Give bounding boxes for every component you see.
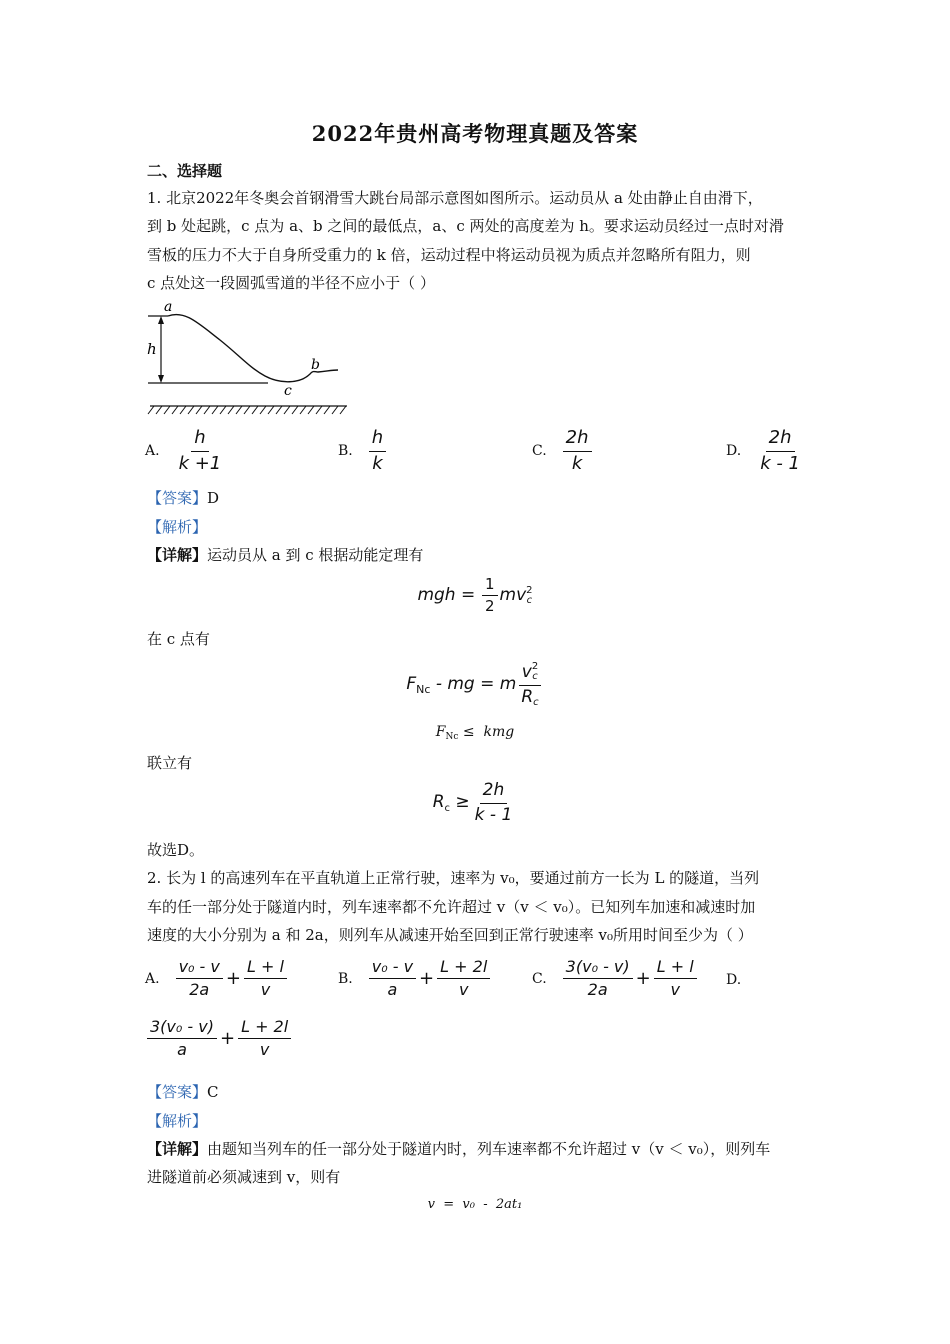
eq-sup: 2	[526, 584, 533, 596]
q1-analysis-tag: 【解析】	[147, 518, 208, 536]
section-heading: 二、选择题	[147, 162, 223, 180]
figure-label-b: b	[311, 357, 320, 373]
q2-option-c: C. $\frac{\text{3(v₀ - v)}}{2a}$ + $\frac{L + l}{v}$	[532, 958, 699, 1000]
q1-line-2: 到 b 处起跳，c 点为 a、b 之间的最低点，a、c 两处的高度差为 h。要求运动员经过一点时对滑	[147, 217, 784, 235]
q1-at-c: 在 c 点有	[147, 630, 210, 648]
detail-tag: 【详解】	[147, 1140, 208, 1158]
option-label: D.	[726, 972, 742, 988]
answer-tag: 【答案】	[147, 1083, 208, 1101]
option-label: C.	[532, 970, 547, 987]
option-num-2: L + l	[654, 958, 697, 979]
detail-tag: 【详解】	[147, 546, 208, 564]
q1-combine: 联立有	[147, 754, 193, 772]
q1-equation-4	[0, 781, 950, 825]
eq3-rest: ≤ kmg	[458, 724, 515, 740]
q1-detail	[147, 544, 423, 565]
option-denominator: k - 1	[760, 452, 801, 474]
q1-equation-3	[0, 724, 950, 742]
option-num-2: L + 2l	[238, 1018, 291, 1039]
eq4-op: ≥	[450, 792, 470, 813]
q1-equation-2	[0, 662, 950, 708]
eq-mid: - mg = m	[430, 674, 517, 695]
q2-line-2: 车的任一部分处于隧道内时，列车速率都不允许超过 v（v ＜ v₀）。已知列车加速和减速时加	[147, 898, 756, 916]
eq-num-v: v	[521, 662, 532, 682]
option-num-1: v₀ - v	[369, 958, 416, 979]
option-num-1: 3(v₀ - v)	[147, 1018, 217, 1039]
option-den-1: 2a	[189, 980, 210, 1000]
figure-label-h: h	[147, 340, 157, 358]
option-num-2: L + l	[244, 958, 287, 979]
q2-option-a: A. $\frac{\text{v₀ - v}}{2a}$ + $\frac{L + l}{v}$	[145, 958, 289, 1000]
q2-detail-2: 进隧道前必须减速到 v，则有	[147, 1168, 341, 1186]
option-den-2: v	[259, 1040, 270, 1060]
eq-den-sub: c	[533, 696, 539, 708]
option-den-1: a	[387, 980, 398, 1000]
eq4-num: 2h	[480, 781, 508, 804]
q1-answer	[147, 487, 219, 508]
option-num-1: 3(v₀ - v)	[563, 958, 633, 979]
option-label: A.	[145, 970, 160, 987]
option-label: B.	[338, 970, 353, 987]
detail-text: 运动员从 a 到 c 根据动能定理有	[207, 546, 424, 564]
eq-sub: c	[526, 594, 533, 606]
eq4-R-sub: c	[444, 803, 451, 815]
option-den-2: v	[670, 980, 680, 1000]
option-numerator: 2h	[766, 428, 795, 452]
eq-left: mgh =	[417, 584, 476, 605]
option-label: D.	[726, 443, 742, 460]
eq-den-R: R	[521, 686, 534, 707]
option-numerator: h	[191, 428, 208, 452]
q2-option-d-label	[726, 972, 755, 988]
q2-line-1: 2. 长为 l 的高速列车在平直轨道上正常行驶，速率为 v₀，要通过前方一长为 L 的隧道，当列	[147, 869, 760, 887]
option-den-2: v	[458, 980, 469, 1000]
q1-line-3: 雪板的压力不大于自身所受重力的 k 倍，运动过程中将运动员视为质点并忽略所有阻力，则	[147, 246, 751, 264]
eq-F-sub: Nc	[416, 683, 431, 697]
option-denominator: k	[571, 452, 583, 474]
answer-value: C	[207, 1083, 219, 1101]
q1-option-d	[726, 428, 805, 474]
page-title: 2022年贵州高考物理真题及答案	[311, 121, 639, 146]
q1-line-1: 1. 北京2022年冬奥会首钢滑雪大跳台局部示意图如图所示。运动员从 a 处由静止自由滑下，	[147, 189, 763, 207]
q1-conclusion: 故选D。	[147, 841, 205, 859]
option-denominator: k	[372, 452, 383, 474]
q2-answer	[147, 1081, 219, 1102]
eq4-R: R	[432, 792, 445, 813]
eq3-F: F	[435, 724, 446, 740]
q1-equation-1	[0, 576, 950, 616]
eq3-F-sub: Nc	[445, 732, 459, 742]
option-den-1: 2a	[587, 980, 608, 1000]
q1-option-a	[145, 428, 226, 474]
eq-right: mv	[499, 584, 527, 605]
eq-num-sup: 2	[531, 661, 539, 672]
option-denominator: k +1	[178, 452, 222, 474]
detail-text: 由题知当列车的任一部分处于隧道内时，列车速率都不允许超过 v（v ＜ v₀），则列车	[207, 1140, 771, 1158]
option-den-1: a	[177, 1040, 187, 1060]
eq-den: 2	[485, 597, 495, 616]
q1-option-c	[532, 428, 594, 474]
q2-detail-1	[147, 1138, 770, 1159]
option-numerator: 2h	[563, 428, 592, 452]
q1-option-b	[338, 428, 388, 474]
option-label: C.	[532, 443, 547, 460]
figure-label-c: c	[284, 383, 292, 399]
q2-analysis-tag: 【解析】	[147, 1112, 208, 1130]
q2-equation-1: v = v₀ - 2at₁	[427, 1197, 523, 1212]
option-label: A.	[145, 443, 160, 460]
answer-value: D	[207, 489, 220, 507]
answer-tag: 【答案】	[147, 489, 208, 507]
eq-num-sub: c	[532, 671, 538, 682]
q1-line-4: c 点处这一段圆弧雪道的半径不应小于（ ）	[147, 274, 435, 292]
option-num-1: v₀ - v	[176, 958, 223, 979]
option-den-2: v	[260, 980, 271, 1000]
option-num-2: L + 2l	[437, 958, 490, 979]
eq-F: F	[406, 674, 417, 695]
q2-option-b: B. $\frac{\text{v₀ - v}}{a}$ + $\frac{L + 2l}{v}$	[338, 958, 492, 1000]
q2-option-d: $\frac{\text{3(v₀ - v)}}{a}$ + $\frac{L + 2l}{v}$	[145, 1018, 293, 1060]
option-numerator: h	[369, 428, 386, 452]
option-label: B.	[338, 443, 353, 460]
eq4-den: k - 1	[474, 804, 513, 825]
eq-num: 1	[482, 576, 498, 596]
figure-label-a: a	[164, 299, 173, 315]
ski-jump-figure	[140, 298, 355, 418]
q2-line-3: 速度的大小分别为 a 和 2a，则列车从减速开始至回到正常行驶速率 v₀所用时间至少为（ ）	[147, 926, 753, 944]
